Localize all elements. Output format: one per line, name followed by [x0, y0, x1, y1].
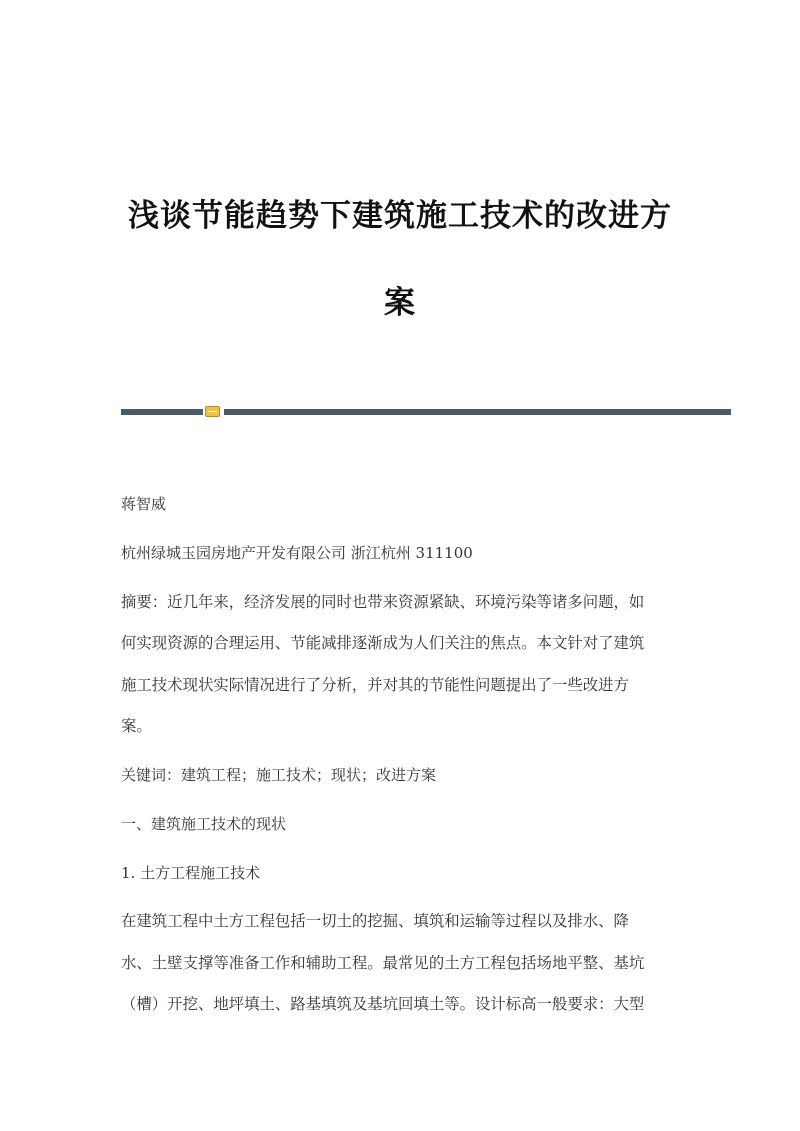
document-title-line-1: 浅谈节能趋势下建筑施工技术的改进方	[128, 198, 672, 234]
body-line: （槽）开挖、地坪填土、路基填筑及基坑回填土等。设计标高一般要求：大型	[121, 995, 645, 1013]
envelope-icon	[205, 406, 220, 417]
abstract-line: 摘要：近几年来，经济发展的同时也带来资源紧缺、环境污染等诸多问题，如	[121, 593, 645, 611]
author-name: 蒋智威	[121, 495, 167, 513]
abstract-line: 施工技术现状实际情况进行了分析，并对其的节能性问题提出了一些改进方	[121, 676, 629, 694]
section-heading: 一、建筑施工技术的现状	[121, 815, 287, 833]
title-divider-right	[224, 409, 731, 415]
title-divider-left	[121, 409, 203, 415]
abstract-line: 何实现资源的合理运用、节能减排逐渐成为人们关注的焦点。本文针对了建筑	[121, 634, 645, 652]
keywords: 关键词：建筑工程；施工技术；现状；改进方案	[121, 766, 437, 784]
subsection-heading: 1. 土方工程施工技术	[121, 864, 261, 882]
author-affiliation: 杭州绿城玉园房地产开发有限公司 浙江杭州 311100	[121, 544, 473, 562]
body-line: 水、土壁支撑等准备工作和辅助工程。最常见的土方工程包括场地平整、基坑	[121, 954, 645, 972]
abstract-line: 案。	[121, 717, 152, 735]
body-line: 在建筑工程中土方工程包括一切土的挖掘、填筑和运输等过程以及排水、降	[121, 912, 629, 930]
document-title-line-2: 案	[384, 285, 416, 321]
